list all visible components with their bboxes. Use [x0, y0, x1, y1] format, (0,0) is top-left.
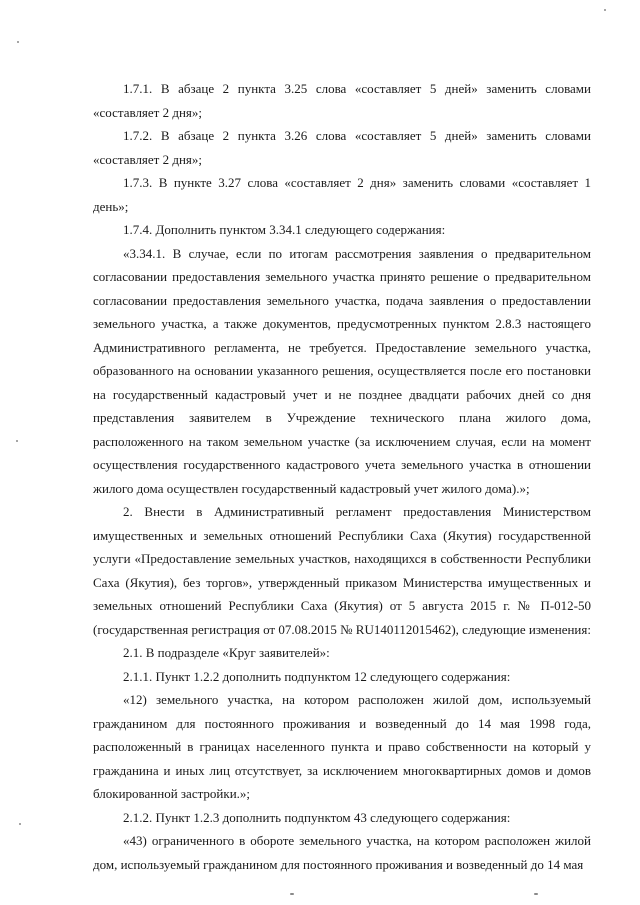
- paragraph-1-7-4: 1.7.4. Дополнить пунктом 3.34.1 следующего содержания:: [123, 222, 446, 237]
- paragraph-3-34-1: «3.34.1. В случае, если по итогам рассмотрения заявления о предварительном согласовании предоставления земельного участка принято решение о предварительном согласовании предоставления земельного участка, подача заявления о предоставлении земельного участка, а также документов, предусмотренных пунктом 2.8.3 настоящего Административного регламента, не требуется. Предоставление земельного участка, образованного на основании указанного решения, осуществляется после его постановки на государственный кадастровый учет и не позднее двадцати рабочих дней со дня представления заявителем в Учреждение технического плана жилого дома, расположенного на таком земельном участке (за исключением случая, если на момент осуществления государственного кадастрового учета земельного участка в отношении жилого дома осуществлен государственный кадастровый учет жилого дома).»;: [93, 245, 591, 496]
- paragraph-12: «12) земельного участка, на котором расположен жилой дом, используемый гражданином для постоянного проживания и возведенный до 14 мая 1998 года, расположенный в границах населенного пункта и право собственности на который у гражданина и иных лиц отсутствует, за исключением многоквартирных домов и домов блокированной застройки.»;: [93, 692, 591, 801]
- paragraph-43: «43) ограниченного в обороте земельного участка, на котором расположен жилой дом, используемый гражданином для постоянного проживания и возведенный до 14 мая: [93, 833, 591, 872]
- paragraph-2-1: 2.1. В подразделе «Круг заявителей»:: [123, 645, 330, 660]
- paragraph-1-7-2: 1.7.2. В абзаце 2 пункта 3.26 слова «составляет 5 дней» заменить словами «составляет 2 дня»;: [93, 128, 591, 167]
- document-body: [93, 77, 591, 876]
- scan-speck: [604, 9, 606, 11]
- scan-speck: [17, 41, 19, 43]
- paragraph-1-7-1: 1.7.1. В абзаце 2 пункта 3.25 слова «составляет 5 дней» заменить словами «составляет 2 дня»;: [93, 81, 591, 120]
- paragraph-2: 2. Внести в Административный регламент предоставления Министерством имущественных и земельных отношений Республики Саха (Якутия) государственной услуги «Предоставление земельных участков, находящихся в собственности Республики Саха (Якутия), без торгов», утвержденный приказом Министерства имущественных и земельных отношений Республики Саха (Якутия) от 5 августа 2015 г. № П-012-50 (государственная регистрация от 07.08.2015 № RU140112015462), следующие изменения:: [93, 504, 591, 637]
- paragraph-2-1-2: 2.1.2. Пункт 1.2.3 дополнить подпунктом 43 следующего содержания:: [123, 809, 511, 825]
- scan-speck: [16, 440, 18, 442]
- scan-speck: [19, 823, 21, 825]
- scan-speck: [534, 893, 538, 895]
- paragraph-2-1-1: 2.1.1. Пункт 1.2.2 дополнить подпунктом 12 следующего содержания:: [123, 668, 511, 684]
- paragraph-1-7-3: 1.7.3. В пункте 3.27 слова «составляет 2 дня» заменить словами «составляет 1 день»;: [93, 175, 591, 214]
- scan-speck: [290, 893, 294, 895]
